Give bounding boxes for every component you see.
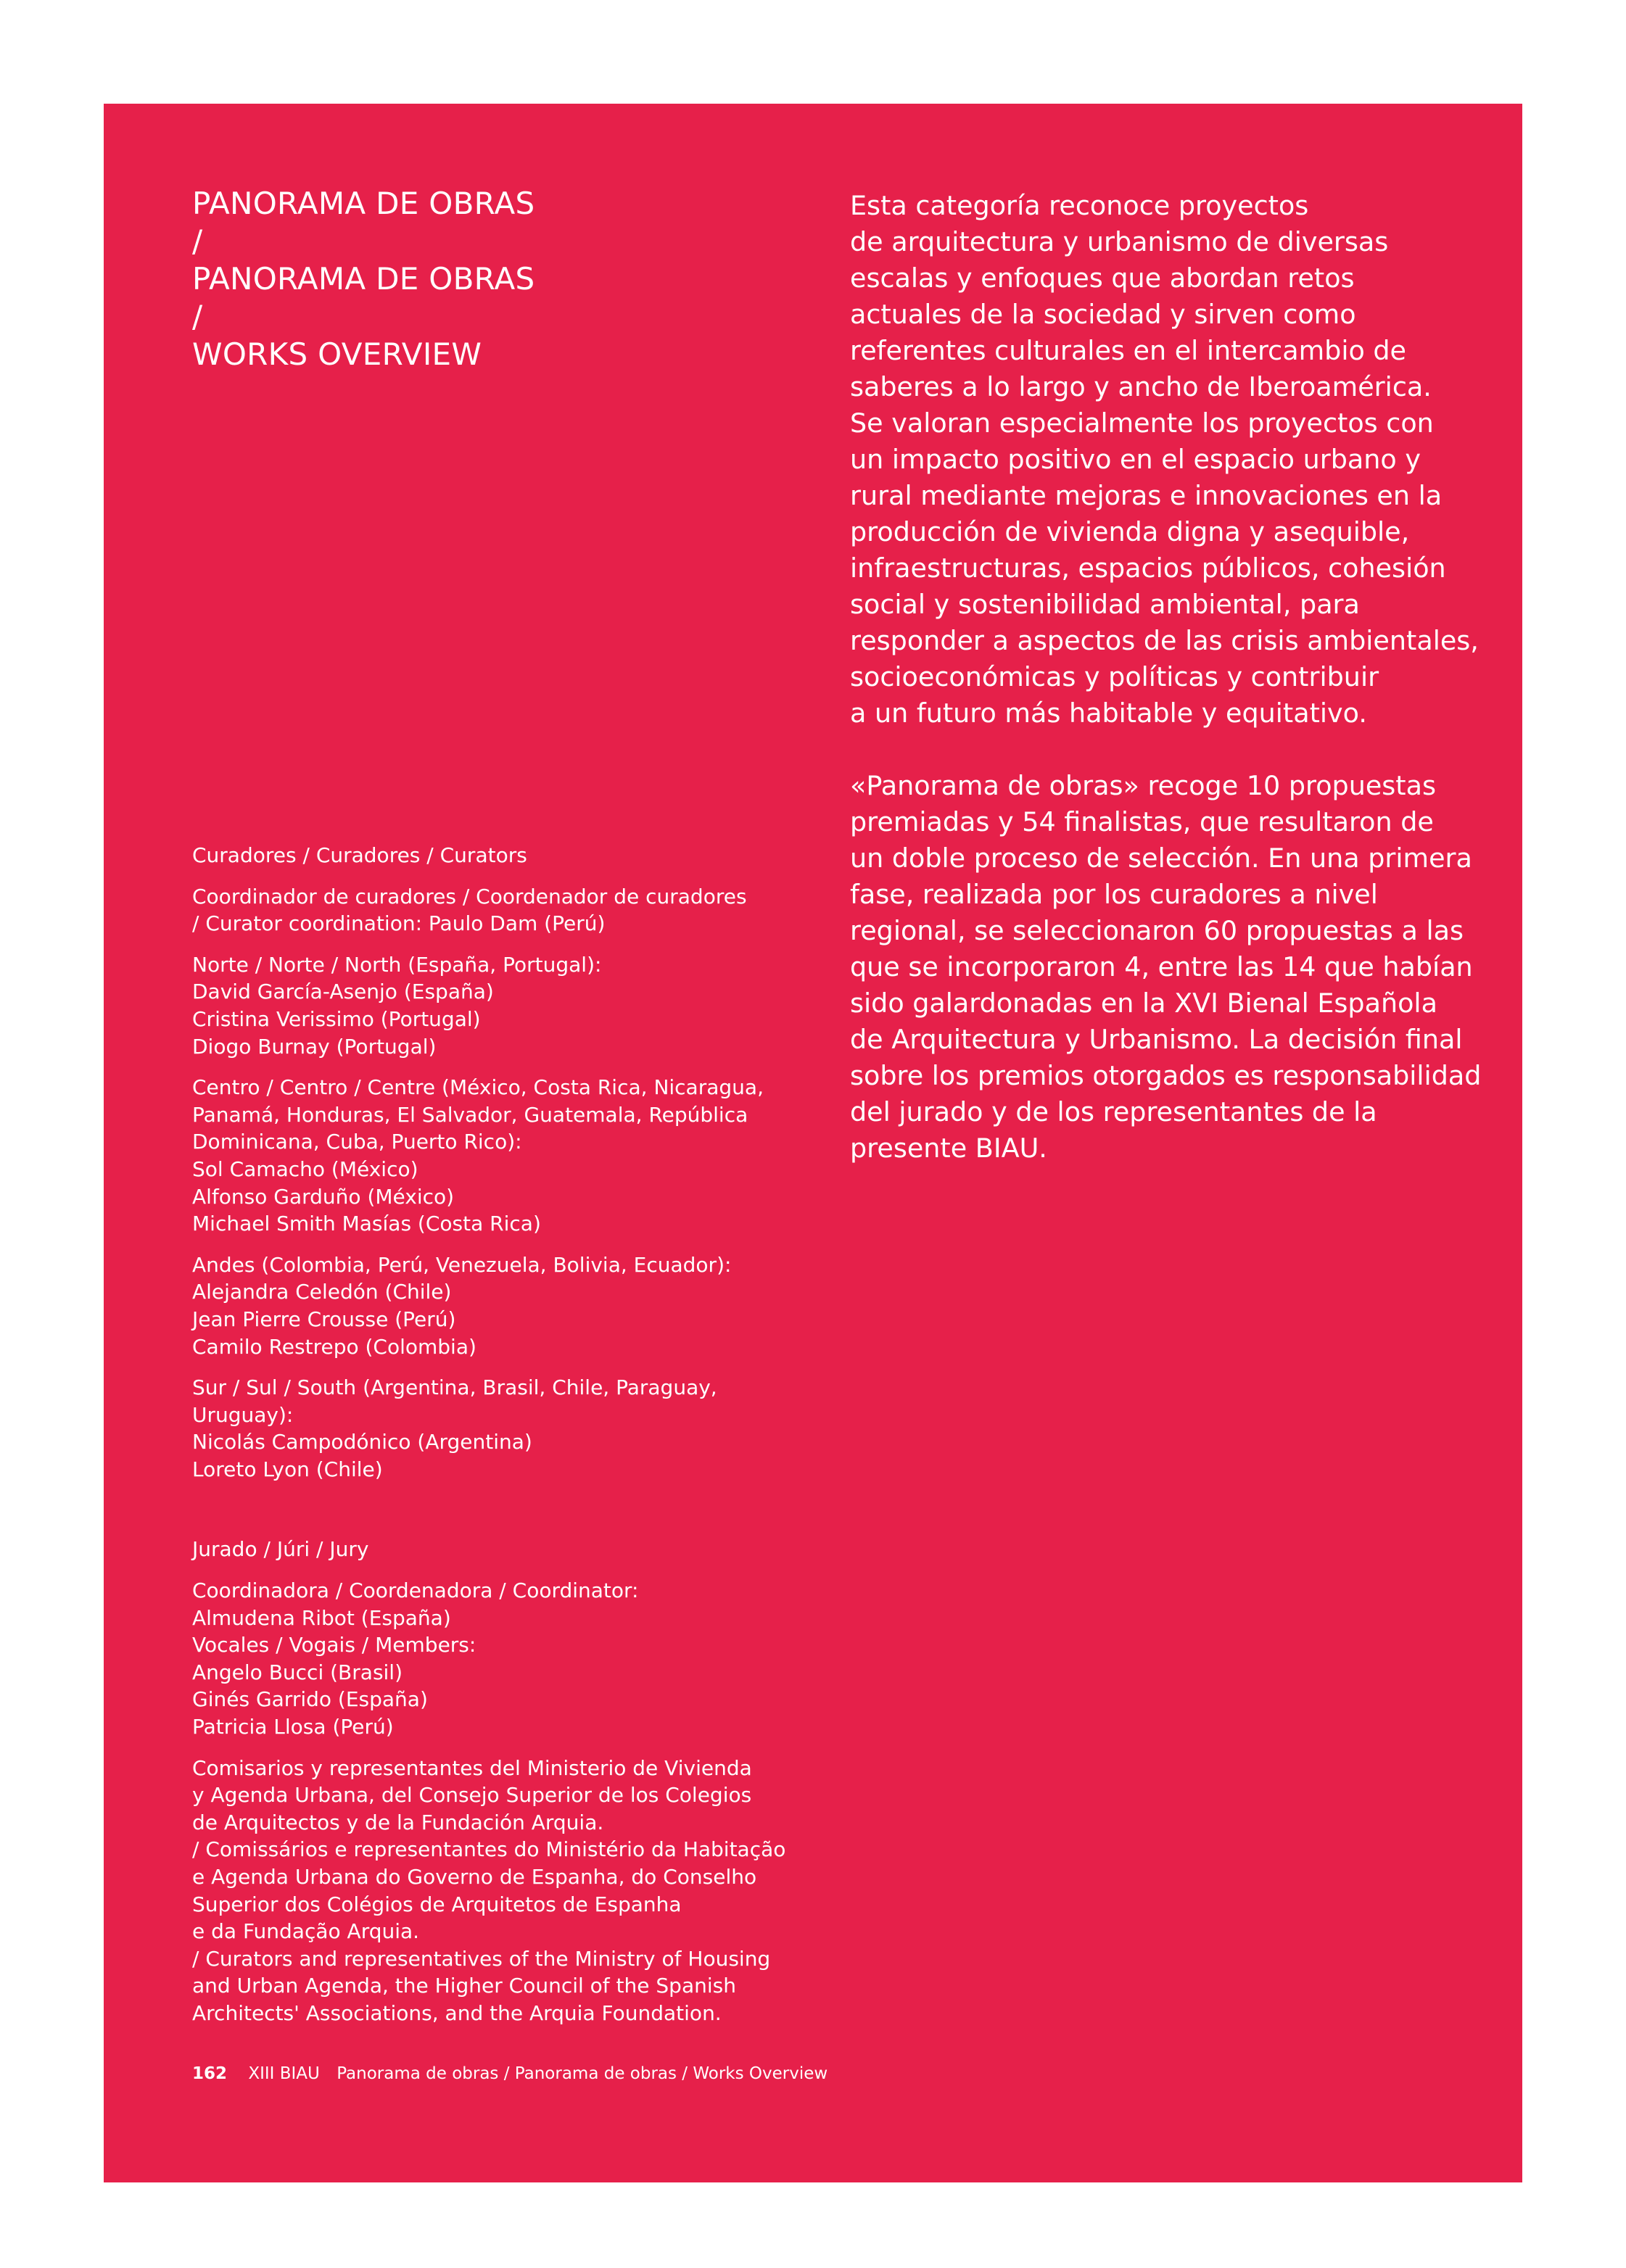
curator-coordination: Coordinador de curadores / Coordenador de curadores / Curator coordination: Paulo Dam (Perú) [192,884,747,936]
section-spacer [192,1497,801,1536]
curators-south: Sur / Sul / South (Argentina, Brasil, Chile, Paraguay, Uruguay): Nicolás Campodónico (Argentina) Loreto Lyon (Chile) [192,1375,717,1481]
credits-column [192,842,801,2041]
section-title [192,185,787,373]
curators-andes: Andes (Colombia, Perú, Venezuela, Bolivia, Ecuador): Alejandra Celedón (Chile) Jean Pierre Crousse (Perú) Camilo Restrepo (Colombia) [192,1252,732,1359]
curators-center: Centro / Centro / Centre (México, Costa Rica, Nicaragua, Panamá, Honduras, El Salvador, Guatemala, República Dominicana, Cuba, Puerto Rico): Sol Camacho (México) Alfonso Garduño (México) Michael Smith Masías (Costa Rica) [192,1075,764,1236]
page-footer [192,2063,828,2085]
title-separator: / [192,299,203,334]
title-line: PANORAMA DE OBRAS [192,261,535,297]
title-line: PANORAMA DE OBRAS [192,186,535,221]
publication-name: XIII BIAU [248,2064,320,2083]
page-number: 162 [192,2064,228,2083]
title-separator: / [192,223,203,259]
body-paragraph-2: «Panorama de obras» recoge 10 propuestas premiadas y 54 finalistas, que resultaron de un doble proceso de selección. En una primera fase, realizada por los curadores a nivel regional, se seleccionaron 60 propuestas a las que se incorporaron 4, entre las 14 que habían sido galardonadas en la XVI Bienal Española de Arquitectura y Urbanismo. La decisión final sobre los premios otorgados es responsabilidad del jurado y de los representantes de la presente BIAU. [850,770,1482,1164]
curators-heading: Curadores / Curadores / Curators [192,843,527,867]
commissioners-note: Comisarios y representantes del Ministerio de Vivienda y Agenda Urbana, del Consejo Superior de los Colegios de Arquitectos y de la Fundación Arquia. / Comissários e representantes do Ministério da Habitação e Agenda Urbana do Governo de Espanha, do Conselho Superior dos Colégios de Arquitetos de Espanha e da Fundação Arquia. / Curators and representatives of the Ministry of Housing and Urban Agenda, the Higher Council of the Spanish Architects' Associations, and the Arquia Foundation. [192,1755,786,2025]
red-page [104,104,1522,2182]
body-text-column [850,188,1488,1203]
jury-members: Coordinadora / Coordenadora / Coordinator: Almudena Ribot (España) Vocales / Vogais / Members: Angelo Bucci (Brasil) Ginés Garrido (España) Patricia Llosa (Perú) [192,1578,639,1739]
section-name: Panorama de obras / Panorama de obras / Works Overview [337,2064,828,2083]
body-paragraph-1: Esta categoría reconoce proyectos de arquitectura y urbanismo de diversas escalas y enfoques que abordan retos actuales de la sociedad y sirven como referentes culturales en el intercambio de saberes a lo largo y ancho de Iberoamérica. Se valoran especialmente los proyectos con un impacto positivo en el espacio urbano y rural mediante mejoras e innovaciones en la producción de vivienda digna y asequible, infraestructuras, espacios públicos, cohesión social y sostenibilidad ambiental, para responder a aspectos de las crisis ambientales, socioeconómicas y políticas y contribuir a un futuro más habitable y equitativo. [850,190,1479,729]
title-line: WORKS OVERVIEW [192,336,482,372]
curators-north: Norte / Norte / North (España, Portugal): David García-Asenjo (España) Cristina Verissimo (Portugal) Diogo Burnay (Portugal) [192,952,602,1059]
jury-heading: Jurado / Júri / Jury [192,1537,369,1562]
